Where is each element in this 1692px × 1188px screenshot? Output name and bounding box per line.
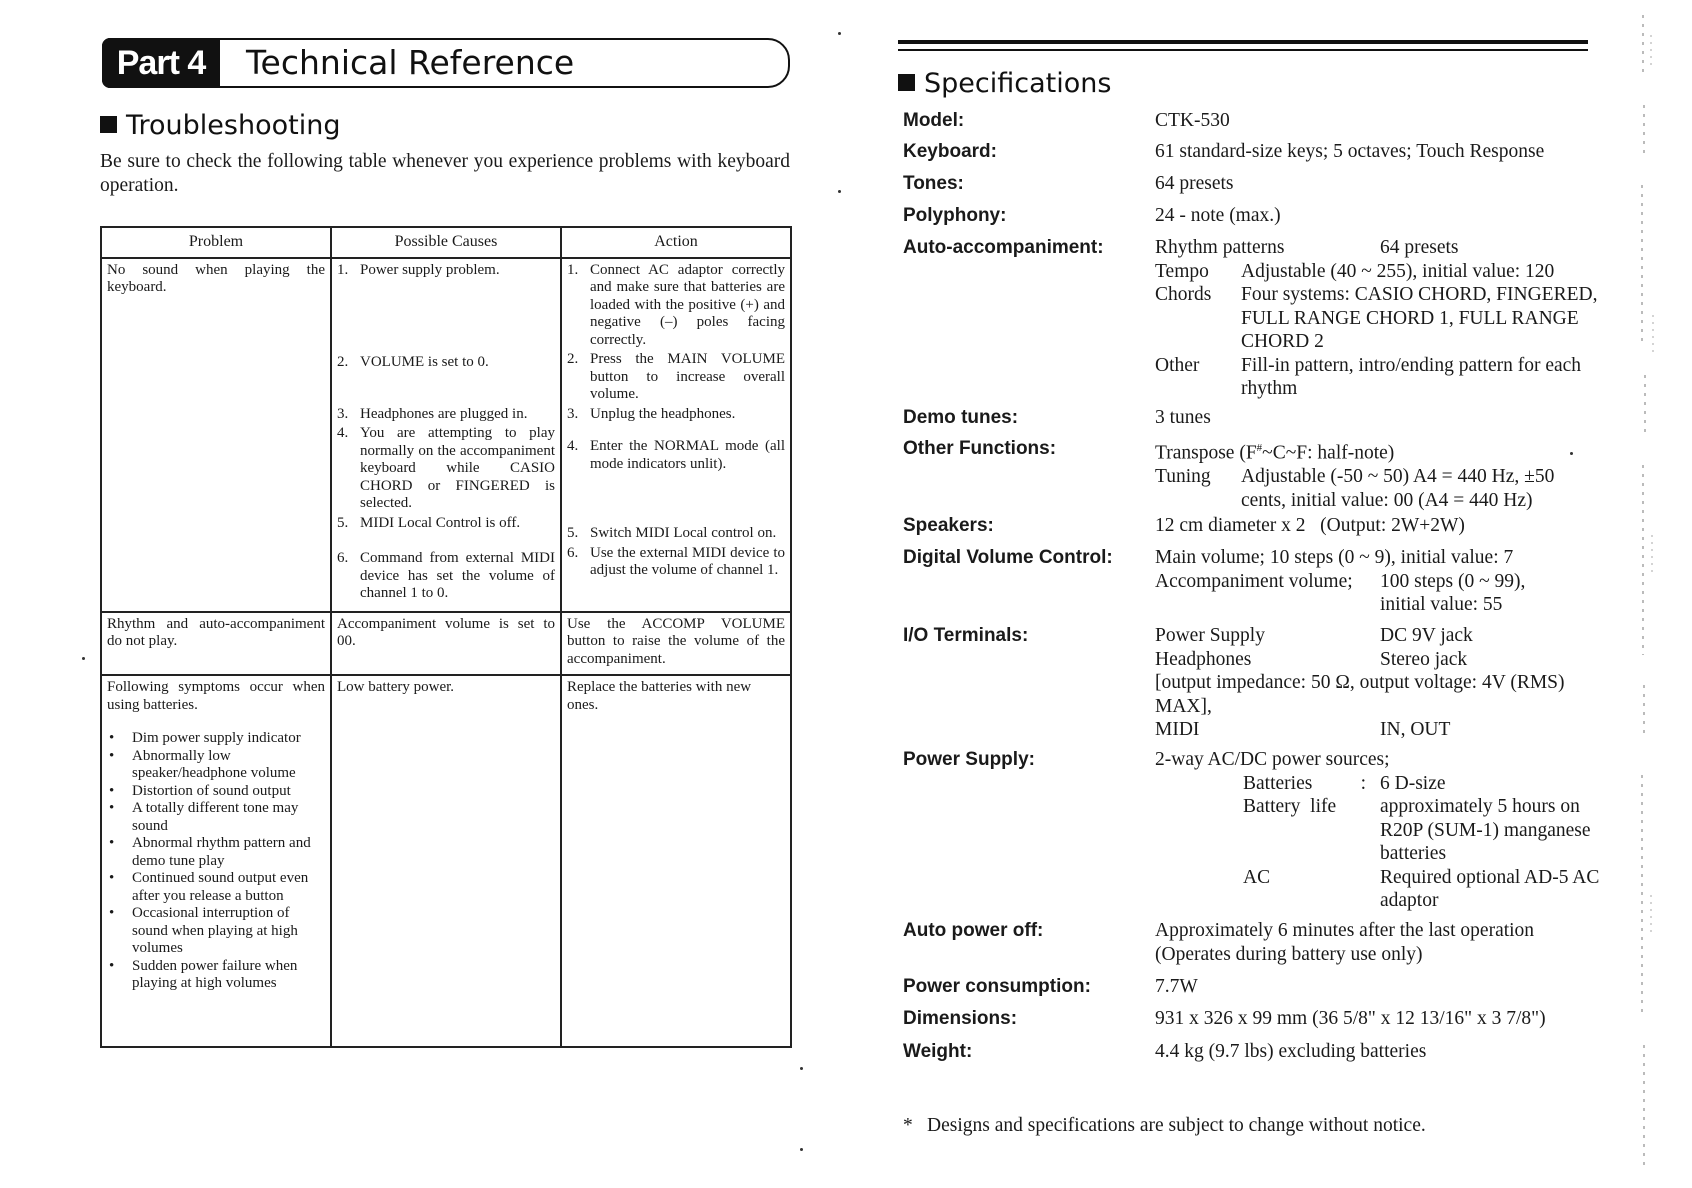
list-item: 3. Headphones are plugged in. [337, 405, 528, 422]
list-item: • Dim power supply indicator [109, 730, 301, 746]
scan-speck [838, 32, 841, 35]
scan-speck [82, 657, 85, 660]
part-title: Technical Reference [246, 43, 575, 82]
troubleshooting-heading: Troubleshooting [100, 110, 340, 141]
top-rule [898, 40, 1588, 44]
specifications-heading: Specifications [898, 68, 1111, 99]
scan-speck [1570, 452, 1573, 455]
list-item: • Abnormal rhythm pattern and demo tune play [109, 835, 311, 869]
table-row [101, 675, 791, 1047]
col-header-causes: Possible Causes [331, 227, 561, 258]
causes-cell: Low battery power. [331, 675, 561, 1047]
list-item: • Continued sound output even after you release a button [109, 870, 309, 904]
actions-cell: Use the ACCOMP VOLUME button to raise the volume of the accompaniment. [561, 612, 791, 676]
scan-speck [800, 1067, 803, 1070]
list-item: • Sudden power failure when playing at high volumes [109, 957, 298, 991]
list-item: 5. Switch MIDI Local control on. [567, 525, 777, 541]
list-item: • Distortion of sound output [109, 782, 291, 799]
troubleshooting-intro: Be sure to check the following table whenever you experience problems with keyboard operation. [100, 151, 790, 196]
page-edge-marks [1637, 15, 1667, 1175]
list-item: 2. VOLUME is set to 0. [337, 354, 489, 370]
list-item: • Occasional interruption of sound when playing at high volumes [109, 905, 298, 956]
part-header [102, 38, 790, 88]
actions-cell [561, 258, 791, 612]
symptom-list [107, 730, 325, 993]
list-item: 1. Connect AC adaptor correctly and make sure that batteries are loaded with the positive (+) and negative (–) poles facing correctly. [567, 261, 785, 348]
scan-speck [838, 190, 841, 193]
footnote: * Designs and specifications are subject to change without notice. [903, 1115, 1426, 1136]
square-bullet-icon [100, 116, 117, 133]
col-header-action: Action [561, 227, 791, 258]
list-item: • Abnormally low speaker/headphone volume [109, 747, 296, 781]
problem-cell: No sound when playing the keyboard. [101, 258, 331, 612]
list-item: 6. Use the external MIDI device to adjust the volume of channel 1. [567, 544, 785, 578]
list-item: 1. Power supply problem. [337, 261, 500, 278]
list-item: 5. MIDI Local Control is off. [337, 514, 521, 531]
scan-speck [800, 1148, 803, 1151]
part-label: Part 4 [102, 38, 220, 88]
troubleshooting-table [100, 226, 792, 1048]
list-item: 3. Unplug the headphones. [567, 405, 736, 422]
list-item: 4. You are attempting to play normally on the accompaniment keyboard while CASIO CHORD or FINGERED is selected. [337, 425, 555, 511]
list-item: 4. Enter the NORMAL mode (all mode indicators unlit). [567, 438, 785, 472]
list-item: 2. Press the MAIN VOLUME button to increase overall volume. [567, 351, 785, 402]
actions-cell: Replace the batteries with new ones. [561, 675, 791, 1047]
list-item: 6. Command from external MIDI device has set the volume of channel 1 to 0. [337, 550, 555, 601]
causes-cell: Accompaniment volume is set to 00. [331, 612, 561, 676]
problem-cell: Following symptoms occur when using batteries. • Dim power supply indicator • Abnormally low speaker/headphone volume • Distortion of sound output • A totally different tone may sound • Abnormal rhythm pattern and demo tune play • Continued sound output even after you release a button • Occasional interruption of sound when playing at high volumes • Sudden power failure when playing at high volumes [101, 675, 331, 1047]
list-item: • A totally different tone may sound [109, 800, 299, 834]
problem-cell: Rhythm and auto-accompaniment do not play. [101, 612, 331, 676]
col-header-problem: Problem [101, 227, 331, 258]
causes-cell [331, 258, 561, 612]
table-row [101, 612, 791, 676]
top-rule [898, 49, 1588, 51]
square-bullet-icon [898, 74, 915, 91]
table-header-row [101, 227, 791, 258]
table-row [101, 258, 791, 612]
